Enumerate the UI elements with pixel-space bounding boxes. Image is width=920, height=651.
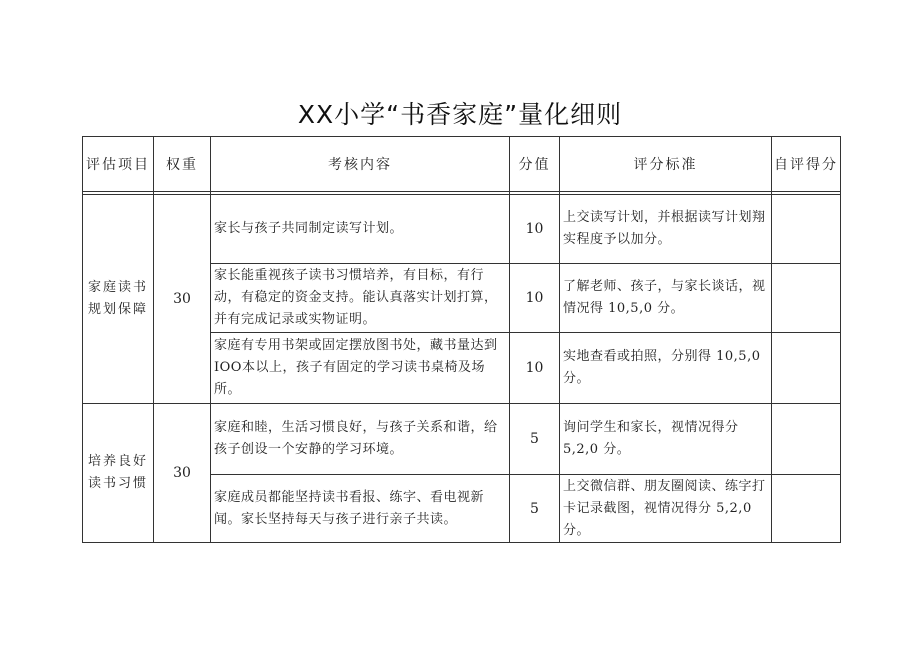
document-title: XX小学“书香家庭”量化细则 (297, 100, 623, 129)
header-score: 分值 (510, 137, 560, 192)
category-weight: 30 (154, 404, 211, 543)
score-cell: 5 (510, 404, 560, 475)
standard-cell: 实地查看或拍照，分别得 10,5,0 分。 (560, 333, 772, 404)
score-cell: 5 (510, 475, 560, 543)
score-cell: 10 (510, 264, 560, 333)
content-cell: 家长与孩子共同制定读写计划。 (211, 195, 510, 264)
header-item: 评估项目 (83, 137, 154, 192)
table-row (83, 195, 841, 264)
header-self-score: 自评得分 (772, 137, 841, 192)
self-score-cell[interactable] (772, 195, 841, 264)
category-name: 家庭读书规划保障 (83, 195, 154, 404)
standard-cell: 上交微信群、朋友圈阅读、练字打卡记录截图，视情况得分 5,2,0 分。 (560, 475, 772, 543)
standard-cell: 了解老师、孩子，与家长谈话，视情况得 10,5,0 分。 (560, 264, 772, 333)
score-cell: 10 (510, 333, 560, 404)
standard-cell: 询问学生和家长，视情况得分 5,2,0 分。 (560, 404, 772, 475)
content-cell: 家庭成员都能坚持读书看报、练字、看电视新闻。家长坚持每天与孩子进行亲子共读。 (211, 475, 510, 543)
self-score-cell[interactable] (772, 475, 841, 543)
header-weight: 权重 (154, 137, 211, 192)
category-name: 培养良好读书习惯 (83, 404, 154, 543)
self-score-cell[interactable] (772, 333, 841, 404)
content-cell: 家长能重视孩子读书习惯培养，有目标，有行动，有稳定的资金支持。能认真落实计划打算，并有完成记录或实物证明。 (211, 264, 510, 333)
content-cell: 家庭和睦，生活习惯良好，与孩子关系和谐，给孩子创设一个安静的学习环境。 (211, 404, 510, 475)
header-standard: 评分标准 (560, 137, 772, 192)
self-score-cell[interactable] (772, 264, 841, 333)
content-cell: 家庭有专用书架或固定摆放图书处，藏书量达到IOO本以上，孩子有固定的学习读书桌椅及场所。 (211, 333, 510, 404)
score-cell: 10 (510, 195, 560, 264)
standard-cell: 上交读写计划，并根据读写计划翔实程度予以加分。 (560, 195, 772, 264)
self-score-cell[interactable] (772, 404, 841, 475)
category-weight: 30 (154, 195, 211, 404)
evaluation-table (82, 136, 841, 543)
table-row (83, 404, 841, 475)
table-header-row (83, 137, 841, 192)
header-content: 考核内容 (211, 137, 510, 192)
